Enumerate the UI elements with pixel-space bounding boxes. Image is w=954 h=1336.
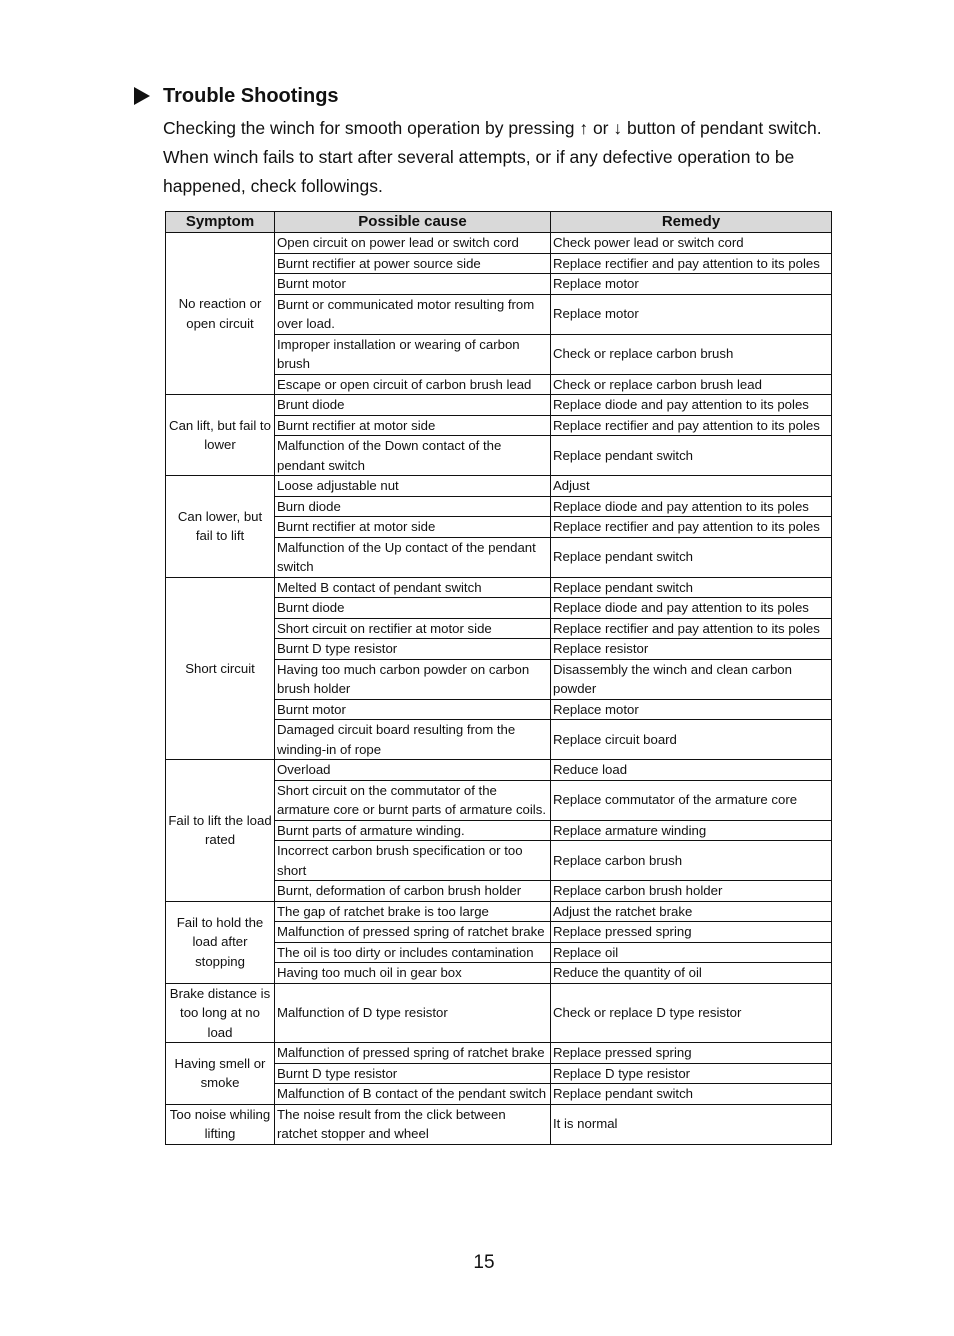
symptom-cell: Fail to lift the load rated (166, 760, 275, 902)
intro-text (163, 114, 853, 201)
cause-cell: Burnt motor (275, 274, 551, 295)
cause-cell: Burnt or communicated motor resulting from over load. (275, 294, 551, 334)
remedy-cell: Replace pendant switch (551, 436, 832, 476)
cause-cell: Melted B contact of pendant switch (275, 577, 551, 598)
section-heading (134, 83, 339, 109)
remedy-cell: Replace D type resistor (551, 1063, 832, 1084)
remedy-cell: Replace circuit board (551, 720, 832, 760)
symptom-cell: Too noise whiling lifting (166, 1104, 275, 1144)
cause-cell: The gap of ratchet brake is too large (275, 901, 551, 922)
header-remedy: Remedy (551, 212, 832, 233)
remedy-cell: Replace pressed spring (551, 1043, 832, 1064)
table-row (166, 901, 832, 922)
remedy-cell: Replace motor (551, 274, 832, 295)
symptom-cell: Can lift, but fail to lower (166, 395, 275, 476)
table-row (166, 476, 832, 497)
cause-cell: Malfunction of the Up contact of the pendant switch (275, 537, 551, 577)
symptom-cell: Fail to hold the load after stopping (166, 901, 275, 983)
cause-cell: The noise result from the click between ratchet stopper and wheel (275, 1104, 551, 1144)
remedy-cell: Replace motor (551, 699, 832, 720)
remedy-cell: Check power lead or switch cord (551, 233, 832, 254)
table-header-row (166, 212, 832, 233)
cause-cell: Burnt rectifier at motor side (275, 415, 551, 436)
symptom-cell: Short circuit (166, 577, 275, 760)
intro-line-1: Checking the winch for smooth operation by pressing ↑ or ↓ button of pendant switch. (163, 118, 822, 138)
symptom-cell: No reaction or open circuit (166, 233, 275, 395)
remedy-cell: Replace rectifier and pay attention to its poles (551, 253, 832, 274)
remedy-cell: Replace diode and pay attention to its poles (551, 496, 832, 517)
symptom-cell: Can lower, but fail to lift (166, 476, 275, 578)
cause-cell: Having too much oil in gear box (275, 963, 551, 984)
remedy-cell: Replace pendant switch (551, 577, 832, 598)
cause-cell: Burnt motor (275, 699, 551, 720)
remedy-cell: Replace diode and pay attention to its poles (551, 598, 832, 619)
remedy-cell: It is normal (551, 1104, 832, 1144)
cause-cell: Overload (275, 760, 551, 781)
cause-cell: Incorrect carbon brush specification or too short (275, 841, 551, 881)
cause-cell: Burn diode (275, 496, 551, 517)
table-row (166, 1043, 832, 1064)
remedy-cell: Replace pendant switch (551, 1084, 832, 1105)
cause-cell: Burnt parts of armature winding. (275, 820, 551, 841)
cause-cell: Short circuit on the commutator of the armature core or burnt parts of armature coils. (275, 780, 551, 820)
table-row (166, 1104, 832, 1144)
table-row (166, 395, 832, 416)
remedy-cell: Adjust the ratchet brake (551, 901, 832, 922)
page-number: 15 (473, 1252, 495, 1273)
cause-cell: Burnt D type resistor (275, 1063, 551, 1084)
remedy-cell: Reduce load (551, 760, 832, 781)
cause-cell: Escape or open circuit of carbon brush lead (275, 374, 551, 395)
header-cause: Possible cause (275, 212, 551, 233)
cause-cell: Malfunction of pressed spring of ratchet brake (275, 1043, 551, 1064)
remedy-cell: Replace carbon brush holder (551, 881, 832, 902)
remedy-cell: Replace armature winding (551, 820, 832, 841)
table-row (166, 760, 832, 781)
cause-cell: Burnt diode (275, 598, 551, 619)
remedy-cell: Check or replace carbon brush (551, 334, 832, 374)
remedy-cell: Replace diode and pay attention to its poles (551, 395, 832, 416)
cause-cell: Having too much carbon powder on carbon brush holder (275, 659, 551, 699)
cause-cell: Malfunction of pressed spring of ratchet brake (275, 922, 551, 943)
remedy-cell: Replace carbon brush (551, 841, 832, 881)
cause-cell: Damaged circuit board resulting from the winding-in of rope (275, 720, 551, 760)
remedy-cell: Replace rectifier and pay attention to its poles (551, 517, 832, 538)
cause-cell: Burnt rectifier at power source side (275, 253, 551, 274)
cause-cell: Malfunction of the Down contact of the pendant switch (275, 436, 551, 476)
remedy-cell: Replace rectifier and pay attention to its poles (551, 415, 832, 436)
troubleshooting-table (165, 211, 832, 1145)
cause-cell: Malfunction of D type resistor (275, 983, 551, 1043)
symptom-cell: Having smell or smoke (166, 1043, 275, 1105)
remedy-cell: Adjust (551, 476, 832, 497)
cause-cell: Brunt diode (275, 395, 551, 416)
remedy-cell: Check or replace carbon brush lead (551, 374, 832, 395)
remedy-cell: Replace oil (551, 942, 832, 963)
remedy-cell: Replace pendant switch (551, 537, 832, 577)
remedy-cell: Replace motor (551, 294, 832, 334)
remedy-cell: Disassembly the winch and clean carbon powder (551, 659, 832, 699)
remedy-cell: Replace resistor (551, 639, 832, 660)
table-row (166, 983, 832, 1043)
cause-cell: Malfunction of B contact of the pendant switch (275, 1084, 551, 1105)
table-row (166, 577, 832, 598)
remedy-cell: Replace pressed spring (551, 922, 832, 943)
table-row (166, 233, 832, 254)
remedy-cell: Reduce the quantity of oil (551, 963, 832, 984)
cause-cell: The oil is too dirty or includes contamination (275, 942, 551, 963)
intro-line-2: When winch fails to start after several attempts, or if any defective operation to be happened, check followings. (163, 147, 795, 196)
cause-cell: Short circuit on rectifier at motor side (275, 618, 551, 639)
cause-cell: Burnt, deformation of carbon brush holder (275, 881, 551, 902)
cause-cell: Loose adjustable nut (275, 476, 551, 497)
table-body (166, 233, 832, 1145)
triangle-bullet-icon (134, 87, 150, 105)
section-title: Trouble Shootings (163, 84, 339, 107)
cause-cell: Burnt rectifier at motor side (275, 517, 551, 538)
cause-cell: Improper installation or wearing of carbon brush (275, 334, 551, 374)
cause-cell: Burnt D type resistor (275, 639, 551, 660)
remedy-cell: Check or replace D type resistor (551, 983, 832, 1043)
symptom-cell: Brake distance is too long at no load (166, 983, 275, 1043)
remedy-cell: Replace commutator of the armature core (551, 780, 832, 820)
cause-cell: Open circuit on power lead or switch cord (275, 233, 551, 254)
header-symptom: Symptom (166, 212, 275, 233)
remedy-cell: Replace rectifier and pay attention to its poles (551, 618, 832, 639)
